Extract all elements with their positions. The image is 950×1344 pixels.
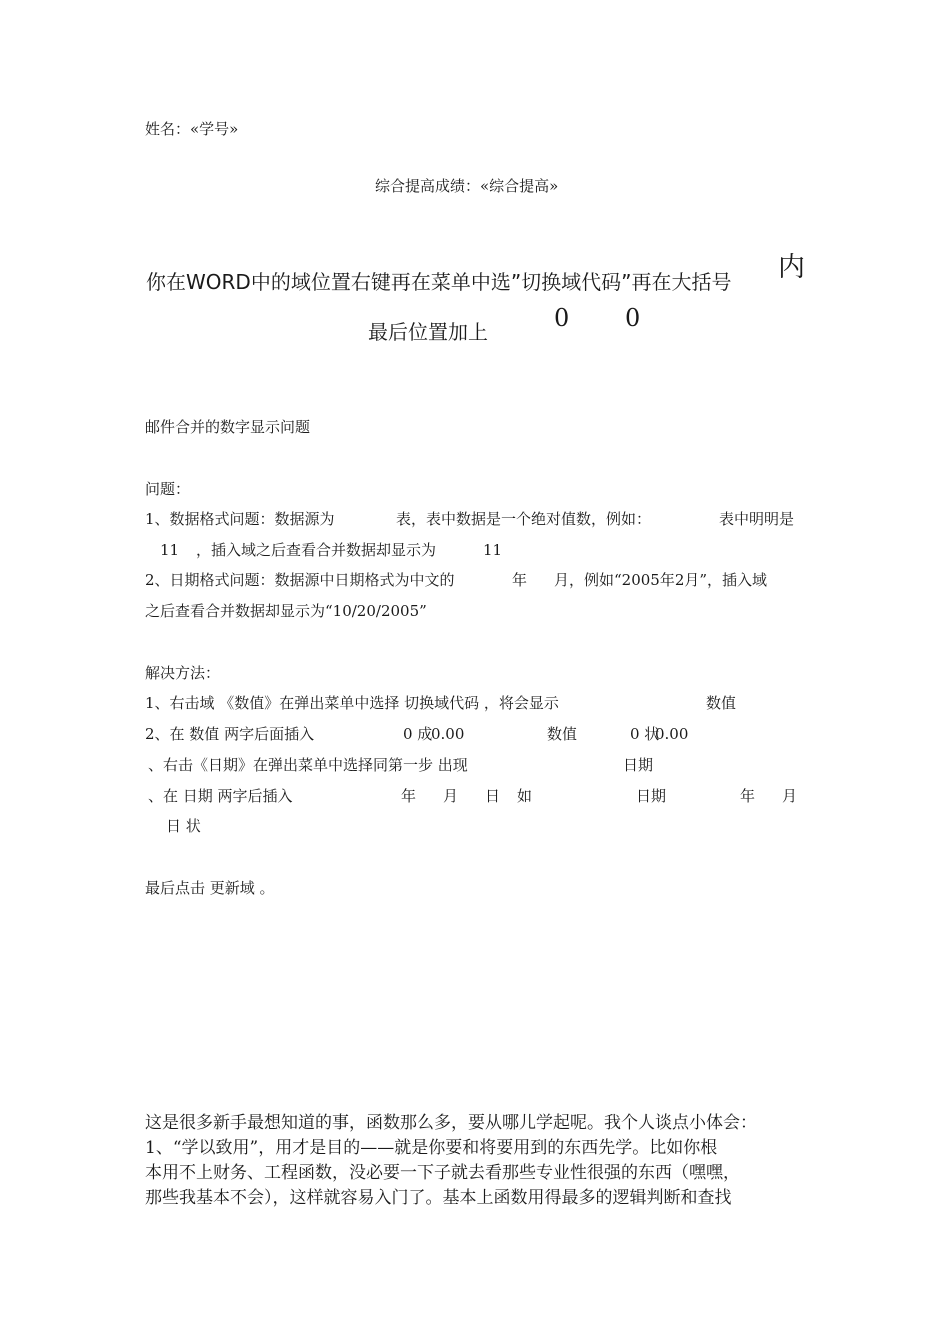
solution-2-part-d: 数值 xyxy=(547,725,578,743)
problem-2-part-c: 月，例如“2005年2月”，插入域 xyxy=(554,571,768,589)
title-line-1: 你在WORD中的域位置右键再在菜单中选”切换域代码”再在大括号 xyxy=(146,270,732,294)
title-zero-1: 0 xyxy=(554,304,570,332)
title-line-1-tail: 内 xyxy=(778,252,805,283)
problem-1-part-b: 表，表中数据是一个绝对值数，例如： xyxy=(396,510,652,528)
solution-4-part-h: 月 xyxy=(782,787,798,805)
final-line: 最后点击 更新域 。 xyxy=(145,879,275,897)
bottom-paragraph-line-2: 1、“学以致用”，用才是目的——就是你要和将要用到的东西先学。比如你根 xyxy=(145,1138,718,1158)
solution-4-part-e: 如 xyxy=(517,787,533,805)
title-zero-2: 0 xyxy=(625,304,641,332)
solution-4-part-g: 年 xyxy=(740,787,756,805)
solution-4-part-f: 日期 xyxy=(636,787,667,805)
solution-4-part-c: 月 xyxy=(443,787,459,805)
solution-2-part-b: 0 成 xyxy=(403,725,433,743)
solution-3-part-b: 日期 xyxy=(623,756,654,774)
solution-4-part-b: 年 xyxy=(401,787,417,805)
solution-2-part-e: 0 状 xyxy=(630,725,660,743)
problem-1-part-d: 11 xyxy=(160,541,180,559)
problem-1-part-c: 表中明明是 xyxy=(719,510,795,528)
solution-2-part-f: 0.00 xyxy=(655,725,689,743)
bottom-paragraph-line-4: 那些我基本不会），这样就容易入门了。基本上函数用得最多的逻辑判断和查找 xyxy=(145,1188,732,1208)
solution-1-part-b: 数值 xyxy=(706,694,737,712)
score-line: 综合提高成绩：«综合提高» xyxy=(375,177,559,195)
problem-2-part-d: 之后查看合并数据却显示为“10/20/2005” xyxy=(145,602,427,620)
problem-1-part-f: 11 xyxy=(483,541,503,559)
problem-2-part-a: 2、日期格式问题：数据源中日期格式为中文的 xyxy=(145,571,455,589)
solution-3-part-a: 、右击《日期》在弹出菜单中选择同第一步 出现 xyxy=(148,756,468,774)
solution-4-part-a: 、在 日期 两字后插入 xyxy=(148,787,293,805)
problem-2-part-b: 年 xyxy=(512,571,528,589)
title-line-2: 最后位置加上 xyxy=(368,320,488,344)
solution-4-part-d: 日 xyxy=(485,787,501,805)
problem-heading: 问题： xyxy=(145,480,191,498)
solution-4-part-i: 日 状 xyxy=(166,817,201,835)
problem-1-part-e: ，插入域之后查看合并数据却显示为 xyxy=(196,541,437,559)
solution-2-part-c: 0.00 xyxy=(431,725,465,743)
problem-1-part-a: 1、数据格式问题：数据源为 xyxy=(145,510,335,528)
section-heading: 邮件合并的数字显示问题 xyxy=(145,418,311,436)
name-line: 姓名：«学号» xyxy=(145,120,239,138)
solution-heading: 解决方法： xyxy=(145,664,221,682)
solution-2-part-a: 2、在 数值 两字后面插入 xyxy=(145,725,315,743)
bottom-paragraph-line-1: 这是很多新手最想知道的事，函数那么多，要从哪儿学起呢。我个人谈点小体会： xyxy=(145,1113,757,1133)
solution-1-part-a: 1、右击域 《数值》在弹出菜单中选择 切换域代码 ，将会显示 xyxy=(145,694,559,712)
bottom-paragraph-line-3: 本用不上财务、工程函数，没必要一下子就去看那些专业性很强的东西（嘿嘿， xyxy=(145,1163,740,1183)
